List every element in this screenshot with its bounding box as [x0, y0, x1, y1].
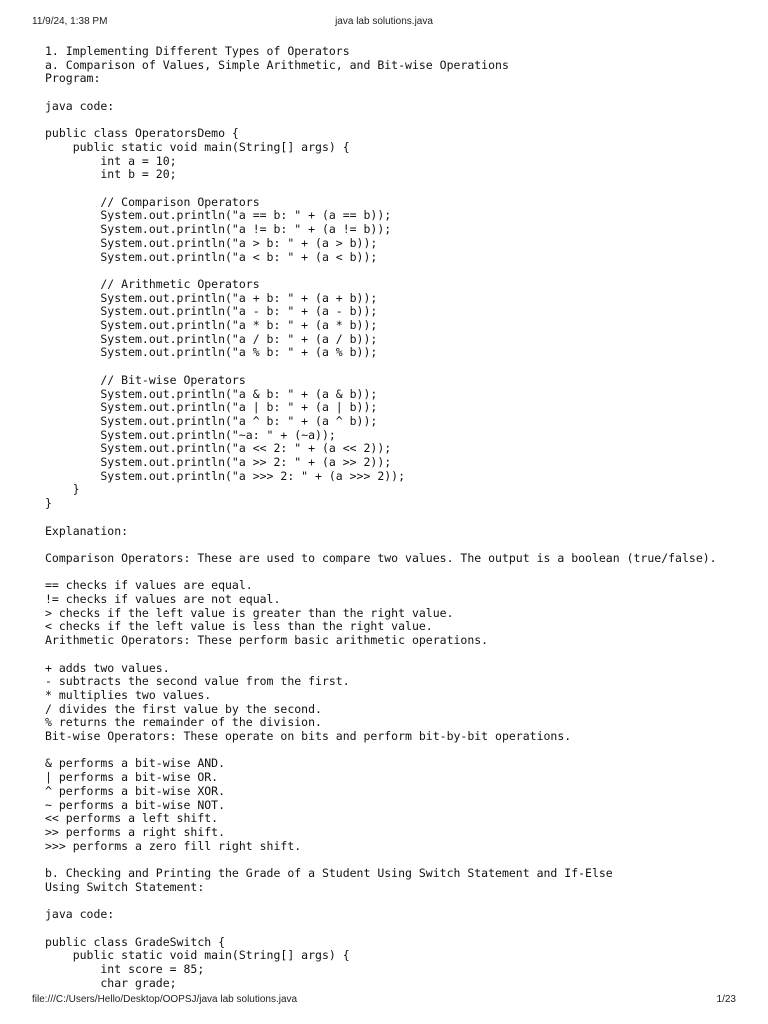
text-line: System.out.println("a == b: " + (a == b));	[45, 208, 392, 223]
text-line: }	[45, 482, 80, 497]
text-line: | performs a bit-wise OR.	[45, 770, 219, 785]
text-line: public class OperatorsDemo {	[45, 126, 239, 141]
text-line: // Bit-wise Operators	[45, 372, 246, 387]
text-line: << performs a left shift.	[45, 811, 219, 826]
text-line: System.out.println("a ^ b: " + (a ^ b));	[45, 413, 378, 428]
text-line	[45, 114, 748, 128]
text-line: }	[45, 496, 52, 511]
file-path: file:///C:/Users/Hello/Desktop/OOPSJ/java lab solutions.java	[32, 994, 298, 1005]
text-line: >>> performs a zero fill right shift.	[45, 838, 302, 853]
document-title: java lab solutions.java	[335, 16, 433, 27]
text-line	[45, 744, 748, 758]
text-line	[45, 894, 748, 908]
text-line	[45, 922, 748, 936]
text-line: - subtracts the second value from the first.	[45, 674, 350, 689]
text-line: Using Switch Statement:	[45, 879, 205, 894]
text-line: % returns the remainder of the division.	[45, 715, 322, 730]
text-line: a. Comparison of Values, Simple Arithmetic, and Bit-wise Operations	[45, 57, 509, 72]
text-line	[45, 538, 748, 552]
text-line: > checks if the left value is greater than the right value.	[45, 605, 454, 620]
text-line: Bit-wise Operators: These operate on bits and perform bit-by-bit operations.	[45, 729, 572, 744]
text-line: System.out.println("a + b: " + (a + b));	[45, 290, 378, 305]
text-line	[45, 360, 748, 374]
text-line: * multiplies two values.	[45, 687, 212, 702]
print-datetime: 11/9/24, 1:38 PM	[32, 16, 108, 27]
text-line: System.out.println("a | b: " + (a | b));	[45, 400, 378, 415]
text-line	[45, 853, 748, 867]
text-line: System.out.println("a != b: " + (a != b));	[45, 222, 392, 237]
text-line: public static void main(String[] args) {	[45, 948, 350, 963]
text-line: Program:	[45, 71, 101, 86]
text-line: int b = 20;	[45, 167, 177, 182]
text-line: int score = 85;	[45, 961, 205, 976]
text-line	[45, 511, 748, 525]
text-line: 1. Implementing Different Types of Operators	[45, 44, 350, 58]
text-line: & performs a bit-wise AND.	[45, 756, 226, 771]
text-line: public static void main(String[] args) {	[45, 139, 350, 154]
text-line: System.out.println("a < b: " + (a < b));	[45, 249, 378, 264]
text-line: System.out.println("a - b: " + (a - b));	[45, 304, 378, 319]
document-body	[45, 45, 748, 990]
text-line: int a = 10;	[45, 153, 177, 168]
text-line: System.out.println("a & b: " + (a & b));	[45, 386, 378, 401]
text-line: Explanation:	[45, 523, 129, 538]
text-line: System.out.println("~a: " + (~a));	[45, 427, 336, 442]
text-line: System.out.println("a >> 2: " + (a >> 2));	[45, 455, 392, 470]
text-line: Comparison Operators: These are used to compare two values. The output is a boolean (true/false).	[45, 550, 717, 565]
text-line: b. Checking and Printing the Grade of a Student Using Switch Statement and If-Else	[45, 866, 613, 881]
text-line: Arithmetic Operators: These perform basic arithmetic operations.	[45, 633, 489, 648]
text-line	[45, 566, 748, 580]
text-line: System.out.println("a / b: " + (a / b));	[45, 331, 378, 346]
text-line: char grade;	[45, 975, 177, 990]
text-line: // Arithmetic Operators	[45, 276, 260, 291]
text-line	[45, 264, 748, 278]
text-line: System.out.println("a % b: " + (a % b));	[45, 345, 378, 360]
text-line: != checks if values are not equal.	[45, 592, 281, 606]
text-line	[45, 182, 748, 196]
text-line: System.out.println("a >>> 2: " + (a >>> 2));	[45, 468, 406, 483]
text-line: / divides the first value by the second.	[45, 701, 322, 716]
text-line: public class GradeSwitch {	[45, 934, 226, 949]
text-line: + adds two values.	[45, 660, 170, 675]
text-line: ^ performs a bit-wise XOR.	[45, 783, 226, 798]
text-line: < checks if the left value is less than the right value.	[45, 619, 433, 634]
text-line: java code:	[45, 98, 115, 113]
page-number: 1/23	[716, 994, 736, 1005]
text-line	[45, 648, 748, 662]
text-line: ~ performs a bit-wise NOT.	[45, 797, 226, 812]
text-line: System.out.println("a * b: " + (a * b));	[45, 318, 378, 332]
print-header	[32, 16, 736, 30]
text-line: System.out.println("a > b: " + (a > b));	[45, 235, 378, 250]
text-line: System.out.println("a << 2: " + (a << 2));	[45, 441, 392, 456]
text-line: java code:	[45, 907, 115, 922]
print-footer	[32, 994, 736, 1008]
text-line	[45, 86, 748, 100]
text-line: == checks if values are equal.	[45, 578, 253, 593]
text-line: // Comparison Operators	[45, 194, 260, 209]
text-line: >> performs a right shift.	[45, 824, 226, 839]
